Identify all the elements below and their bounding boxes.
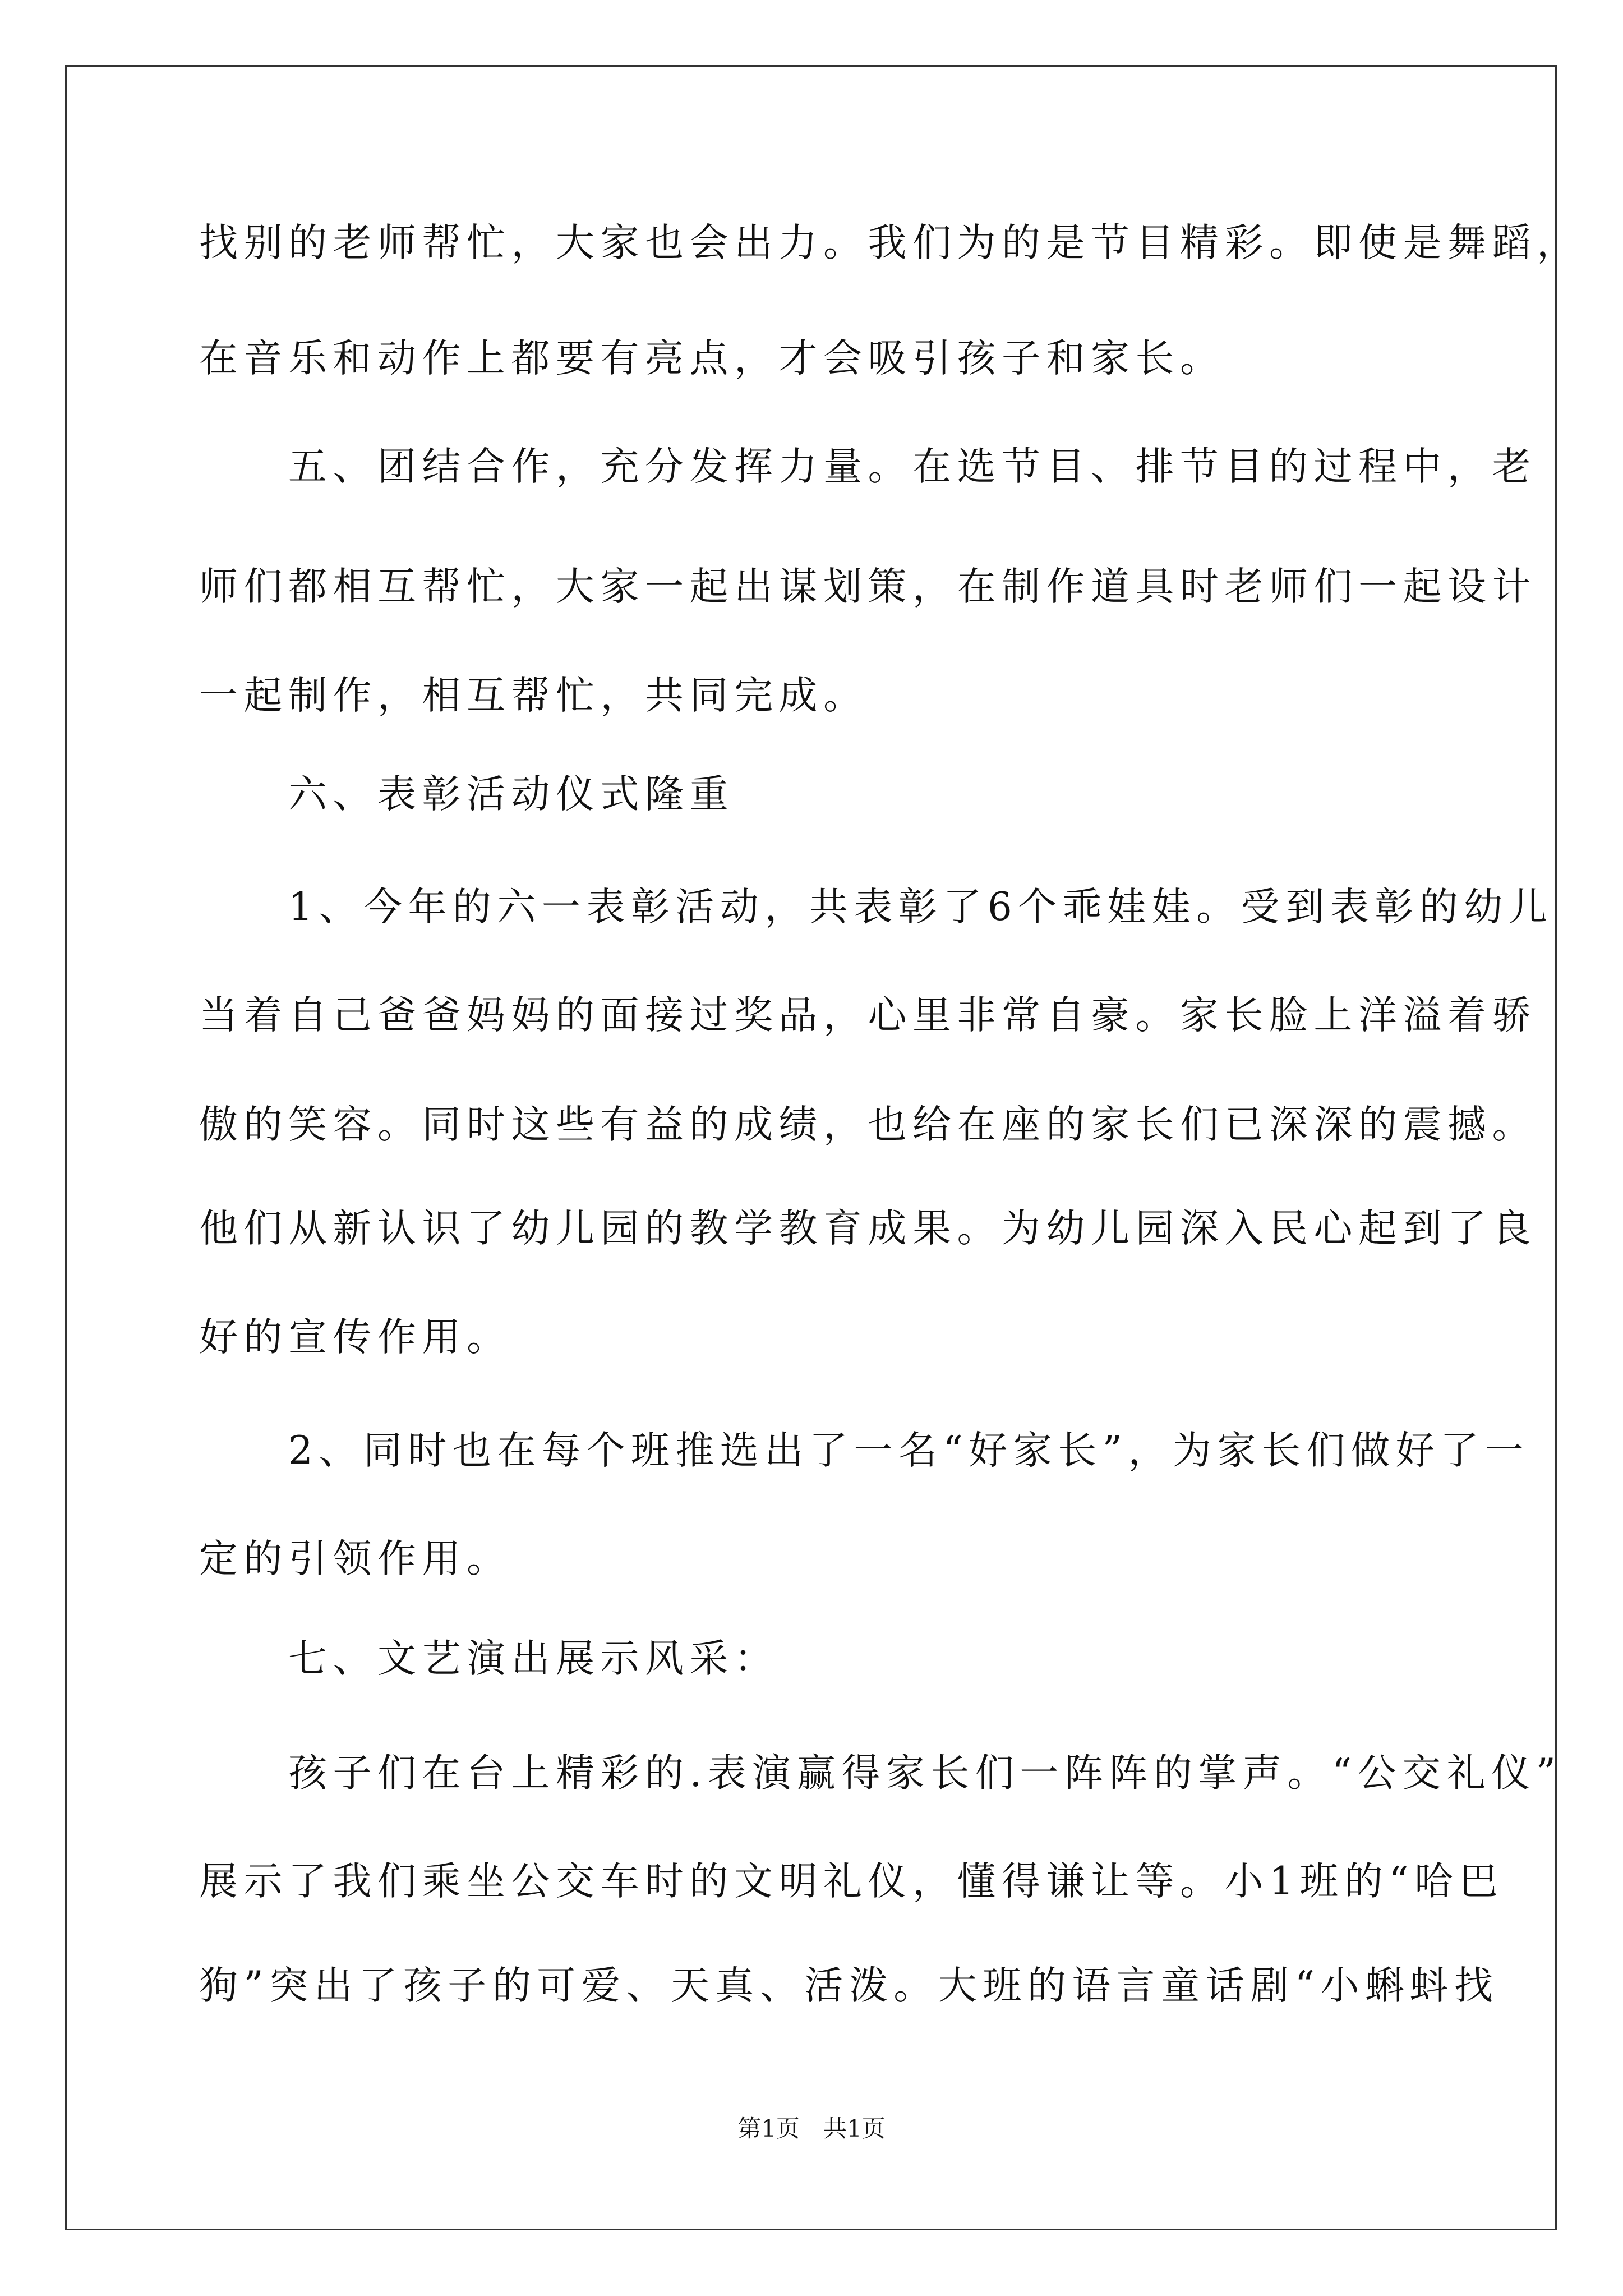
text-line: 一起制作，相互帮忙，共同完成。 — [199, 673, 868, 718]
page-number-footer: 第1页 共1页 — [737, 2115, 886, 2142]
text-line: 展示了我们乘坐公交车时的文明礼仪，懂得谦让等。小1班的“哈巴 — [199, 1859, 1504, 1904]
text-line: 七、文艺演出展示风采： — [199, 1636, 779, 1681]
text-line: 2、同时也在每个班推选出了一名“好家长”，为家长们做好了一 — [199, 1428, 1529, 1473]
text-line: 六、表彰活动仪式隆重 — [199, 772, 734, 817]
text-line: 傲的笑容。同时这些有益的成绩，也给在座的家长们已深深的震撼。 — [199, 1102, 1537, 1147]
text-line: 狗”突出了孩子的可爱、天真、活泼。大班的语言童话剧“小蝌蚪找 — [199, 1963, 1499, 2008]
page-border — [65, 65, 1557, 2230]
text-line: 好的宣传作用。 — [199, 1315, 511, 1360]
text-line: 定的引领作用。 — [199, 1536, 511, 1581]
text-line: 孩子们在台上精彩的.表演赢得家长们一阵阵的掌声。“公交礼仪” — [199, 1751, 1562, 1796]
text-line: 他们从新认识了幼儿园的教学教育成果。为幼儿园深入民心起到了良 — [199, 1206, 1537, 1251]
text-line: 师们都相互帮忙，大家一起出谋划策，在制作道具时老师们一起设计 — [199, 564, 1537, 609]
text-line: 当着自己爸爸妈妈的面接过奖品，心里非常自豪。家长脸上洋溢着骄 — [199, 993, 1537, 1038]
text-line: 找别的老师帮忙，大家也会出力。我们为的是节目精彩。即使是舞蹈， — [199, 220, 1581, 265]
text-line: 五、团结合作，充分发挥力量。在选节目、排节目的过程中，老 — [199, 444, 1537, 489]
text-line: 1、今年的六一表彰活动，共表彰了6个乖娃娃。受到表彰的幼儿 — [199, 885, 1553, 930]
text-line: 在音乐和动作上都要有亮点，才会吸引孩子和家长。 — [199, 336, 1225, 381]
